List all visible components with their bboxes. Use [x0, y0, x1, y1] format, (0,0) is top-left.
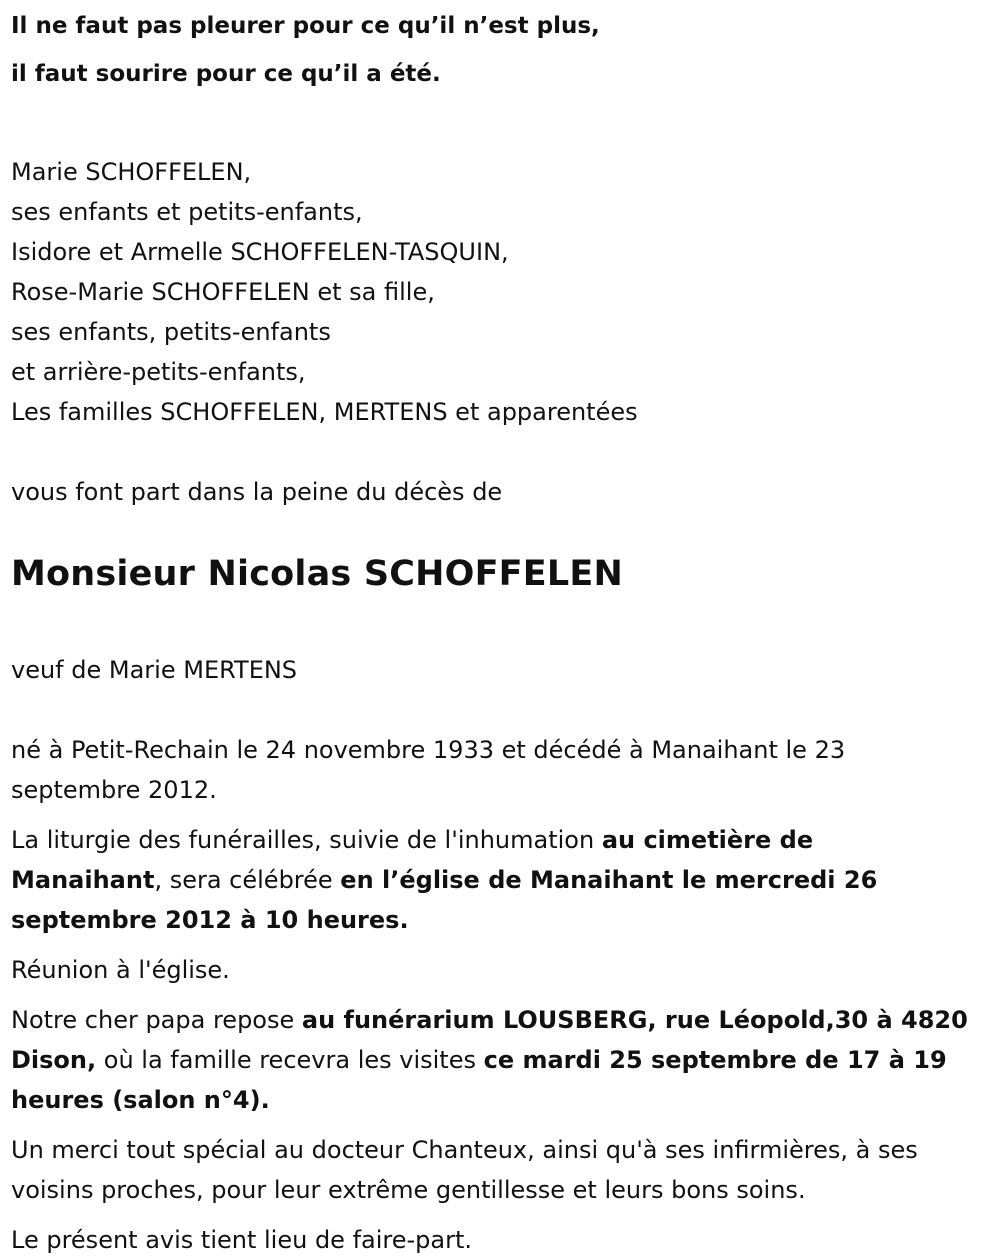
- family-list: [11, 152, 1000, 432]
- epigraph-line-2: il faut sourire pour ce qu’il a été.: [11, 61, 441, 87]
- family-line: et arrière-petits-enfants,: [11, 358, 306, 386]
- viewing-paragraph: [11, 1000, 971, 1120]
- viewing-date: ce mardi 25 septembre de 17 à 19 heures (salon n°4).: [11, 1046, 947, 1114]
- funeral-text-2: , sera célébrée: [154, 866, 341, 894]
- family-line: Marie SCHOFFELEN,: [11, 158, 252, 186]
- deceased-name: Monsieur Nicolas SCHOFFELEN: [11, 554, 624, 594]
- meeting-paragraph: Réunion à l'église.: [11, 956, 230, 984]
- family-line: Isidore et Armelle SCHOFFELEN-TASQUIN,: [11, 238, 509, 266]
- viewing-location: au funérarium LOUSBERG, rue Léopold,30 à 4820 Dison,: [11, 1006, 968, 1074]
- family-line: Rose-Marie SCHOFFELEN et sa fille,: [11, 278, 435, 306]
- birth-death-paragraph: né à Petit-Rechain le 24 novembre 1933 et décédé à Manaihant le 23 septembre 2012.: [11, 736, 846, 804]
- closing-paragraph: Le présent avis tient lieu de faire-part.: [11, 1226, 473, 1254]
- epigraph: [11, 2, 1000, 98]
- family-line: ses enfants, petits-enfants: [11, 318, 331, 346]
- family-line: Les familles SCHOFFELEN, MERTENS et apparentées: [11, 398, 638, 426]
- funeral-paragraph: [11, 820, 971, 940]
- epigraph-line-1: Il ne faut pas pleurer pour ce qu’il n’est plus,: [11, 13, 600, 39]
- widower-of: veuf de Marie MERTENS: [11, 656, 298, 684]
- funeral-cemetery: au cimetière de Manaihant: [11, 826, 814, 894]
- funeral-church-date: en l’église de Manaihant le mercredi 26 septembre 2012 à 10 heures.: [11, 866, 878, 934]
- viewing-text-1: Notre cher papa repose: [11, 1006, 302, 1034]
- thanks-paragraph: Un merci tout spécial au docteur Chanteux, ainsi qu'à ses infirmières, à ses voisins proches, pour leur extrême gentillesse et leurs bons soins.: [11, 1136, 918, 1204]
- funeral-text-1: La liturgie des funérailles, suivie de l'inhumation: [11, 826, 602, 854]
- obituary-notice: [0, 2, 1000, 1254]
- announcement: vous font part dans la peine du décès de: [11, 478, 503, 506]
- family-line: ses enfants et petits-enfants,: [11, 198, 363, 226]
- viewing-text-2: où la famille recevra les visites: [96, 1046, 484, 1074]
